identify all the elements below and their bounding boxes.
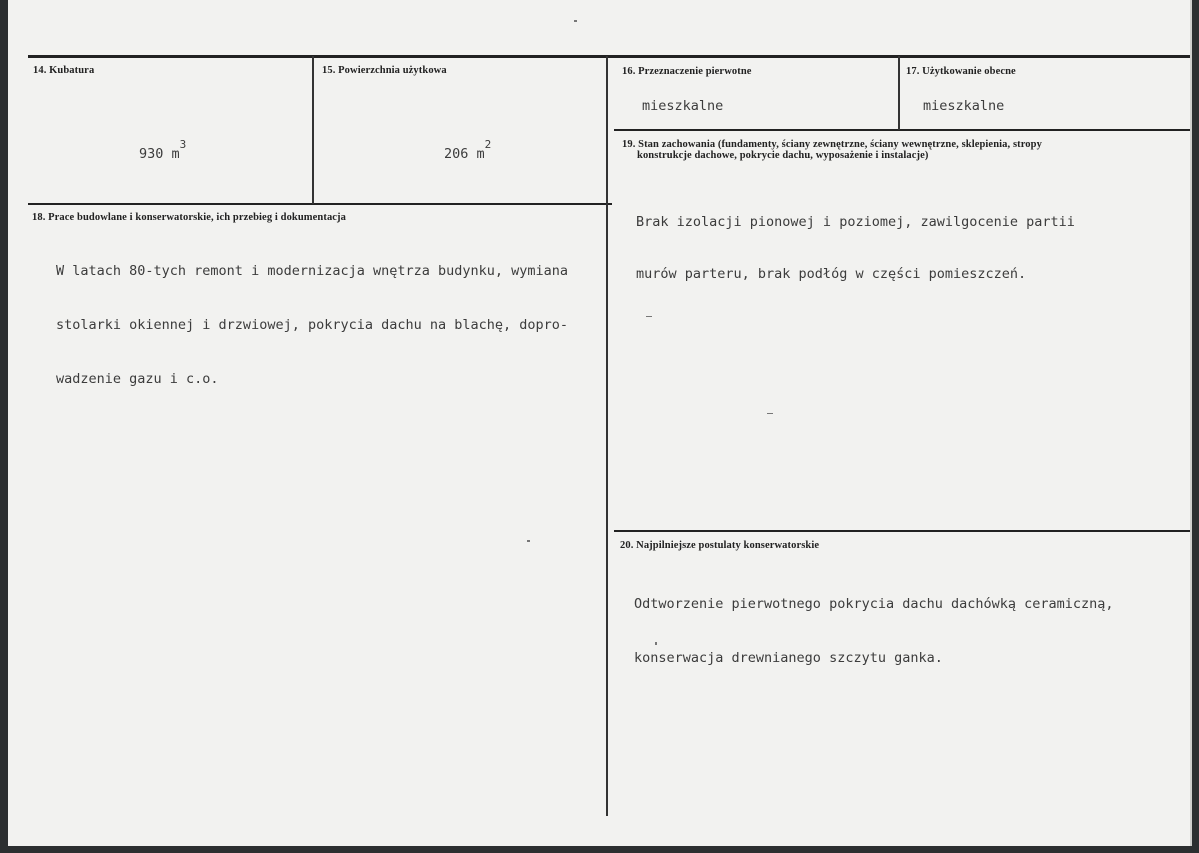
stan-line: murów parteru, brak podłóg w części pomieszczeń.	[636, 266, 1027, 282]
paper-speck	[655, 642, 657, 645]
row-divider-16-17	[614, 129, 1190, 131]
prace-line: wadzenie gazu i c.o.	[56, 371, 219, 387]
prace-text	[56, 231, 568, 420]
powierzchnia-label: 15. Powierzchnia użytkowa	[322, 65, 447, 76]
prace-label: 18. Prace budowlane i konserwatorskie, ich przebieg i dokumentacja	[32, 212, 347, 223]
stan-label	[622, 139, 1042, 161]
paper-speck	[527, 540, 530, 542]
postulaty-text	[634, 564, 1114, 699]
paper-speck	[574, 20, 577, 22]
stan-label-line: konstrukcje dachowe, pokrycie dachu, wyposażenie i instalacje)	[637, 150, 929, 161]
column-divider-14-15	[312, 56, 314, 204]
kubatura-unit: m	[171, 146, 180, 162]
row-divider-14-15	[28, 203, 612, 205]
postulaty-line: Odtworzenie pierwotnego pokrycia dachu dachówką ceramiczną,	[634, 596, 1114, 612]
paper-speck	[646, 316, 652, 317]
kubatura-number: 930	[139, 146, 164, 162]
przeznaczenie-value: mieszkalne	[642, 98, 724, 114]
kubatura-exponent: 3	[179, 138, 187, 151]
kubatura-label: 14. Kubatura	[33, 65, 95, 76]
stan-text	[636, 183, 1075, 313]
przeznaczenie-label: 16. Przeznaczenie pierwotne	[622, 66, 752, 77]
postulaty-line: konserwacja drewnianego szczytu ganka.	[634, 650, 943, 666]
postulaty-label: 20. Najpilniejsze postulaty konserwatorskie	[620, 540, 820, 551]
uzytkowanie-value: mieszkalne	[923, 98, 1005, 114]
stan-label-line: 19. Stan zachowania (fundamenty, ściany zewnętrzne, ściany wewnętrzne, sklepienia, stropy	[622, 139, 1042, 150]
row-divider-top	[28, 55, 1190, 58]
paper-speck	[767, 413, 773, 414]
top-edge-strip	[8, 0, 1190, 8]
column-divider-main	[606, 56, 608, 816]
stan-line: Brak izolacji pionowej i poziomej, zawilgocenie partii	[636, 214, 1075, 230]
powierzchnia-unit: m	[476, 146, 485, 162]
prace-line: stolarki okiennej i drzwiowej, pokrycia dachu na blachę, dopro-	[56, 317, 569, 333]
powierzchnia-number: 206	[444, 146, 469, 162]
row-divider-19-20	[614, 530, 1190, 532]
column-divider-16-17	[898, 56, 900, 130]
prace-line: W latach 80-tych remont i modernizacja wnętrza budynku, wymiana	[56, 263, 569, 279]
kubatura-value	[139, 114, 186, 168]
powierzchnia-value	[444, 114, 491, 168]
record-card	[8, 0, 1192, 846]
powierzchnia-exponent: 2	[484, 138, 492, 151]
uzytkowanie-label: 17. Użytkowanie obecne	[906, 66, 1016, 77]
